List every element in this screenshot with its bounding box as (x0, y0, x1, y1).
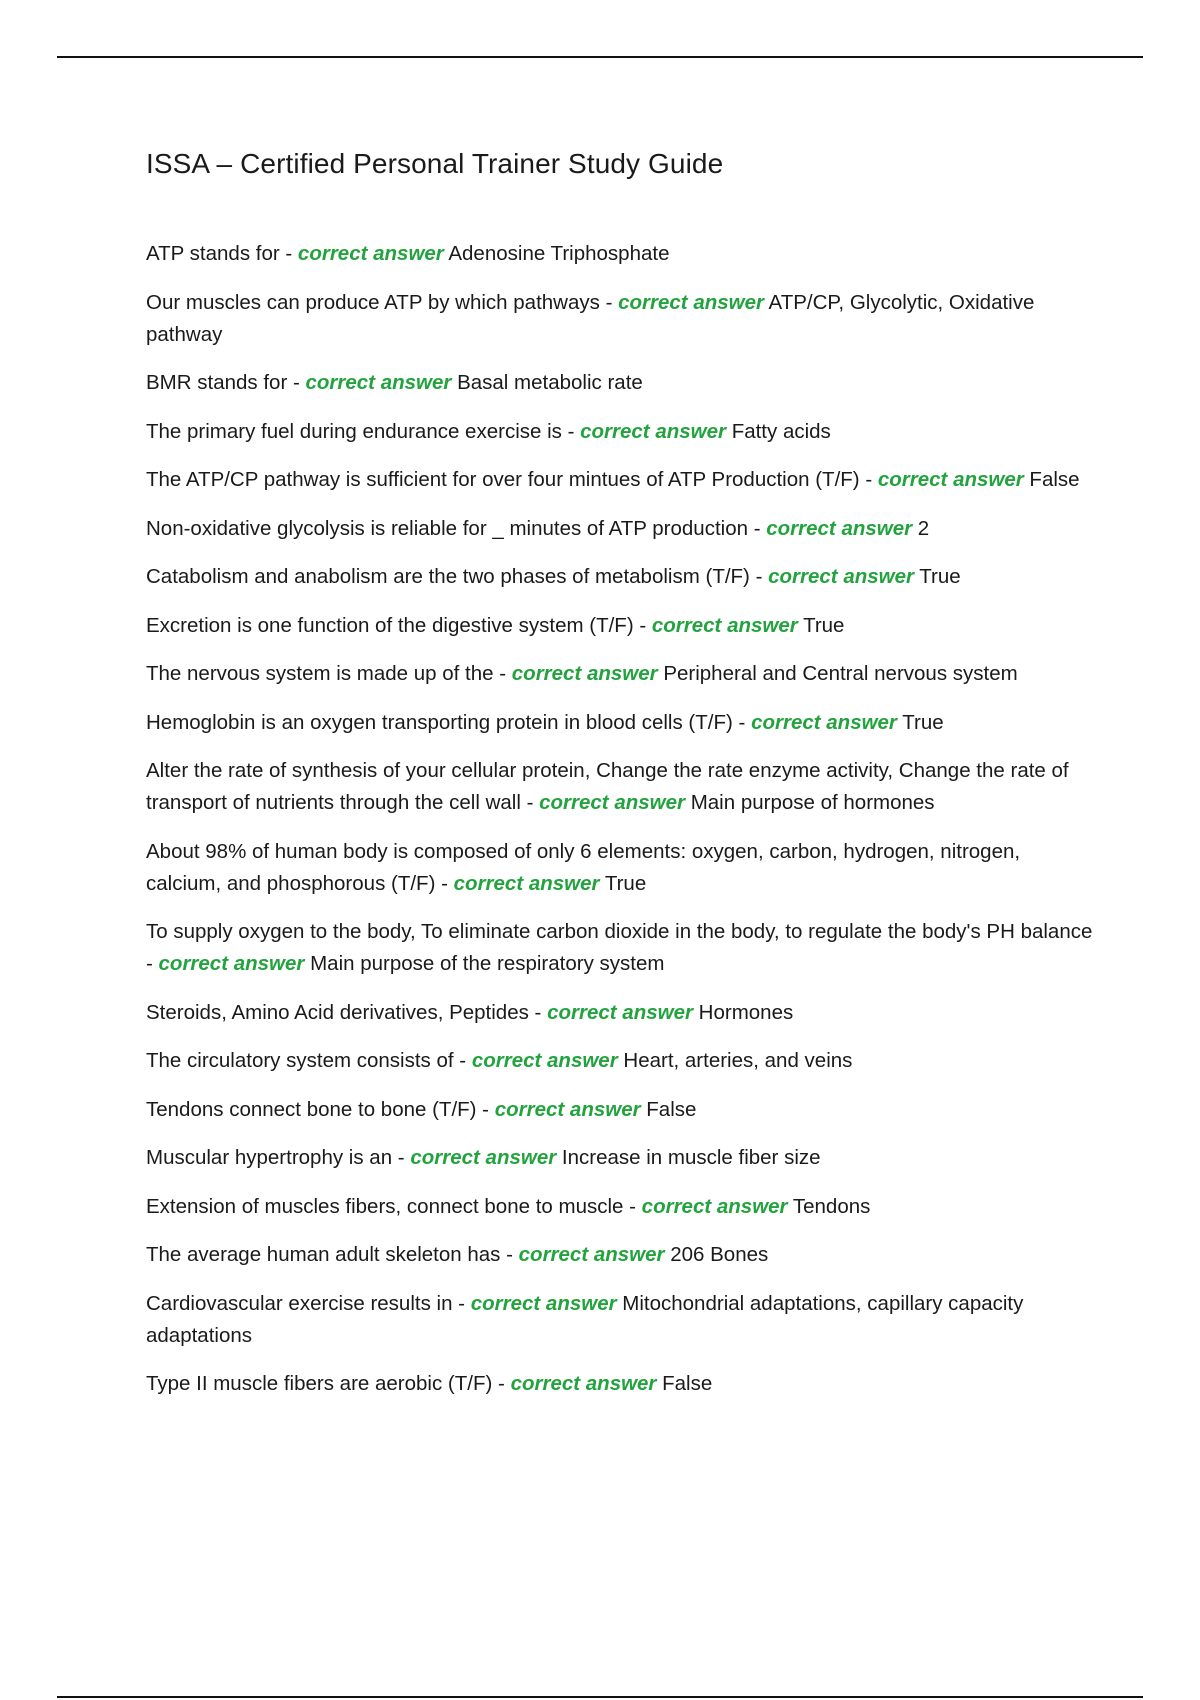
question-text: Alter the rate of synthesis of your cellular protein, Change the rate enzyme activity, Change the rate of transport of nutrients through the cell wall - (146, 759, 1069, 814)
qa-item (146, 513, 1096, 545)
question-text: The average human adult skeleton has - (146, 1243, 513, 1266)
answer-text: Main purpose of hormones (690, 791, 935, 814)
correct-answer-label: correct answer (518, 1243, 665, 1266)
qa-item (146, 1368, 1096, 1400)
correct-answer-label: correct answer (471, 1049, 618, 1072)
correct-answer-label: correct answer (158, 952, 305, 975)
qa-item (146, 287, 1096, 351)
qa-item (146, 707, 1096, 739)
answer-text: Adenosine Triphosphate (448, 242, 670, 265)
answer-text: True (604, 871, 647, 895)
qa-item (146, 1191, 1096, 1223)
answer-text: Increase in muscle fiber size (561, 1146, 821, 1169)
qa-item (146, 367, 1096, 399)
answer-text: Tendons (792, 1194, 871, 1218)
answer-text: False (1029, 468, 1080, 491)
question-text: Hemoglobin is an oxygen transporting protein in blood cells (T/F) - (146, 710, 746, 734)
question-text: Catabolism and anabolism are the two phases of metabolism (T/F) - (146, 565, 763, 588)
qa-item (146, 997, 1096, 1029)
answer-text: True (919, 565, 961, 588)
qa-item (146, 610, 1096, 642)
answer-text: Main purpose of the respiratory system (310, 952, 665, 975)
correct-answer-label: correct answer (470, 1291, 617, 1315)
correct-answer-label: correct answer (877, 468, 1024, 491)
question-text: Our muscles can produce ATP by which pathways - (146, 290, 613, 314)
question-text: To supply oxygen to the body, To eliminate carbon dioxide in the body, to regulate the body's PH balance - (146, 920, 1093, 975)
answer-text: Fatty acids (731, 419, 831, 443)
correct-answer-label: correct answer (494, 1097, 641, 1121)
correct-answer-label: correct answer (768, 565, 914, 588)
answer-text: True (803, 613, 845, 637)
qa-item (146, 1239, 1096, 1271)
correct-answer-label: correct answer (453, 871, 600, 895)
answer-text: Peripheral and Central nervous system (663, 662, 1018, 685)
correct-answer-label: correct answer (751, 710, 897, 734)
qa-item (146, 416, 1096, 448)
header-rule (57, 56, 1143, 58)
question-text: Steroids, Amino Acid derivatives, Peptides - (146, 1000, 542, 1024)
question-text: Non-oxidative glycolysis is reliable for _ minutes of ATP production - (146, 516, 761, 540)
question-text: The ATP/CP pathway is sufficient for over four mintues of ATP Production (T/F) - (146, 468, 873, 491)
correct-answer-label: correct answer (618, 290, 764, 314)
qa-item (146, 1288, 1096, 1352)
answer-text: Heart, arteries, and veins (623, 1049, 853, 1072)
document-title: ISSA – Certified Personal Trainer Study Guide (146, 148, 724, 179)
question-text: About 98% of human body is composed of only 6 elements: oxygen, carbon, hydrogen, nitrogen, calcium, and phosphorous (T/F) - (146, 839, 1021, 895)
question-text: BMR stands for - (146, 371, 300, 394)
answer-text: False (646, 1097, 697, 1121)
qa-item (146, 238, 1096, 270)
answer-text: Hormones (698, 1000, 794, 1024)
correct-answer-label: correct answer (580, 419, 726, 443)
question-text: Muscular hypertrophy is an - (146, 1146, 405, 1169)
qa-item (146, 1045, 1096, 1077)
qa-item (146, 658, 1096, 690)
answer-text: False (662, 1372, 713, 1395)
answer-text: 2 (917, 516, 930, 540)
qa-item (146, 1094, 1096, 1126)
qa-item (146, 916, 1096, 980)
document-body (146, 148, 1096, 1417)
qa-item (146, 836, 1096, 900)
correct-answer-label: correct answer (547, 1000, 693, 1024)
correct-answer-label: correct answer (297, 242, 444, 265)
question-text: Type II muscle fibers are aerobic (T/F) - (146, 1372, 505, 1395)
correct-answer-label: correct answer (539, 791, 685, 814)
question-text: Cardiovascular exercise results in - (146, 1291, 466, 1315)
qa-list (146, 238, 1096, 1400)
answer-text: Mitochondrial adaptations, capillary capacity adaptations (146, 1291, 1024, 1347)
correct-answer-label: correct answer (641, 1194, 788, 1218)
correct-answer-label: correct answer (305, 371, 452, 394)
correct-answer-label: correct answer (651, 613, 798, 637)
correct-answer-label: correct answer (766, 516, 913, 540)
question-text: The primary fuel during endurance exercise is - (146, 419, 575, 443)
qa-item (146, 1142, 1096, 1174)
footer-rule (57, 1696, 1143, 1698)
question-text: The circulatory system consists of - (146, 1049, 467, 1072)
qa-item (146, 755, 1096, 819)
qa-item (146, 464, 1096, 496)
correct-answer-label: correct answer (510, 1372, 657, 1395)
question-text: Tendons connect bone to bone (T/F) - (146, 1097, 490, 1121)
answer-text: 206 Bones (670, 1243, 769, 1266)
question-text: ATP stands for - (146, 242, 293, 265)
question-text: Excretion is one function of the digestive system (T/F) - (146, 613, 647, 637)
answer-text: True (902, 710, 944, 734)
qa-item (146, 561, 1096, 593)
correct-answer-label: correct answer (410, 1146, 557, 1169)
answer-text: Basal metabolic rate (457, 371, 643, 394)
answer-text: ATP/CP, Glycolytic, Oxidative pathway (146, 290, 1035, 346)
question-text: The nervous system is made up of the - (146, 662, 507, 685)
correct-answer-label: correct answer (511, 662, 658, 685)
question-text: Extension of muscles fibers, connect bone to muscle - (146, 1194, 636, 1218)
